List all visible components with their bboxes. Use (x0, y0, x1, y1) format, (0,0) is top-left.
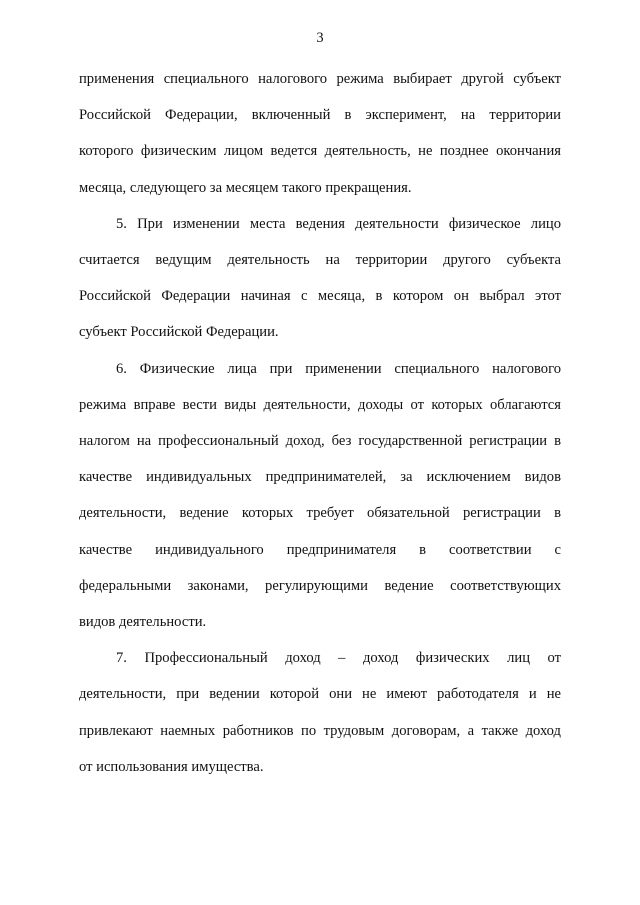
text-line: налогом на профессиональный доход, без государственной регистрации в (79, 433, 561, 450)
paragraph-7-start: 7. Профессиональный доход – доход физических лиц от (116, 650, 561, 667)
text-line: Российской Федерации, включенный в эксперимент, на территории (79, 107, 561, 124)
text-line: деятельности, ведение которых требует обязательной регистрации в (79, 505, 561, 522)
text-line: режима вправе вести виды деятельности, доходы от которых облагаются (79, 396, 561, 413)
text-line: привлекают наемных работников по трудовым договорам, а также доход (79, 722, 561, 739)
text-line: от использования имущества. (79, 758, 264, 775)
text-line: которого физическим лицом ведется деятельность, не позднее окончания (79, 143, 561, 160)
text-line: месяца, следующего за месяцем такого прекращения. (79, 179, 412, 196)
text-line: видов деятельности. (79, 614, 207, 631)
text-line: Российской Федерации начиная с месяца, в котором он выбрал этот (79, 288, 561, 305)
text-line: качестве индивидуального предпринимателя в соответствии с (79, 541, 561, 558)
text-line: качестве индивидуальных предпринимателей, за исключением видов (79, 469, 561, 486)
document-body (79, 61, 561, 785)
text-line: федеральными законами, регулирующими ведение соответствующих (79, 577, 561, 594)
paragraph-6-start: 6. Физические лица при применении специального налогового (116, 360, 561, 377)
paragraph-5-start: 5. При изменении места ведения деятельности физическое лицо (116, 215, 561, 232)
page-number: 3 (316, 30, 324, 46)
text-line: субъект Российской Федерации. (79, 324, 279, 341)
text-line: считается ведущим деятельность на территории другого субъекта (79, 252, 561, 269)
text-line: деятельности, при ведении которой они не имеют работодателя и не (79, 686, 561, 703)
text-line: применения специального налогового режима выбирает другой субъект (79, 71, 561, 87)
